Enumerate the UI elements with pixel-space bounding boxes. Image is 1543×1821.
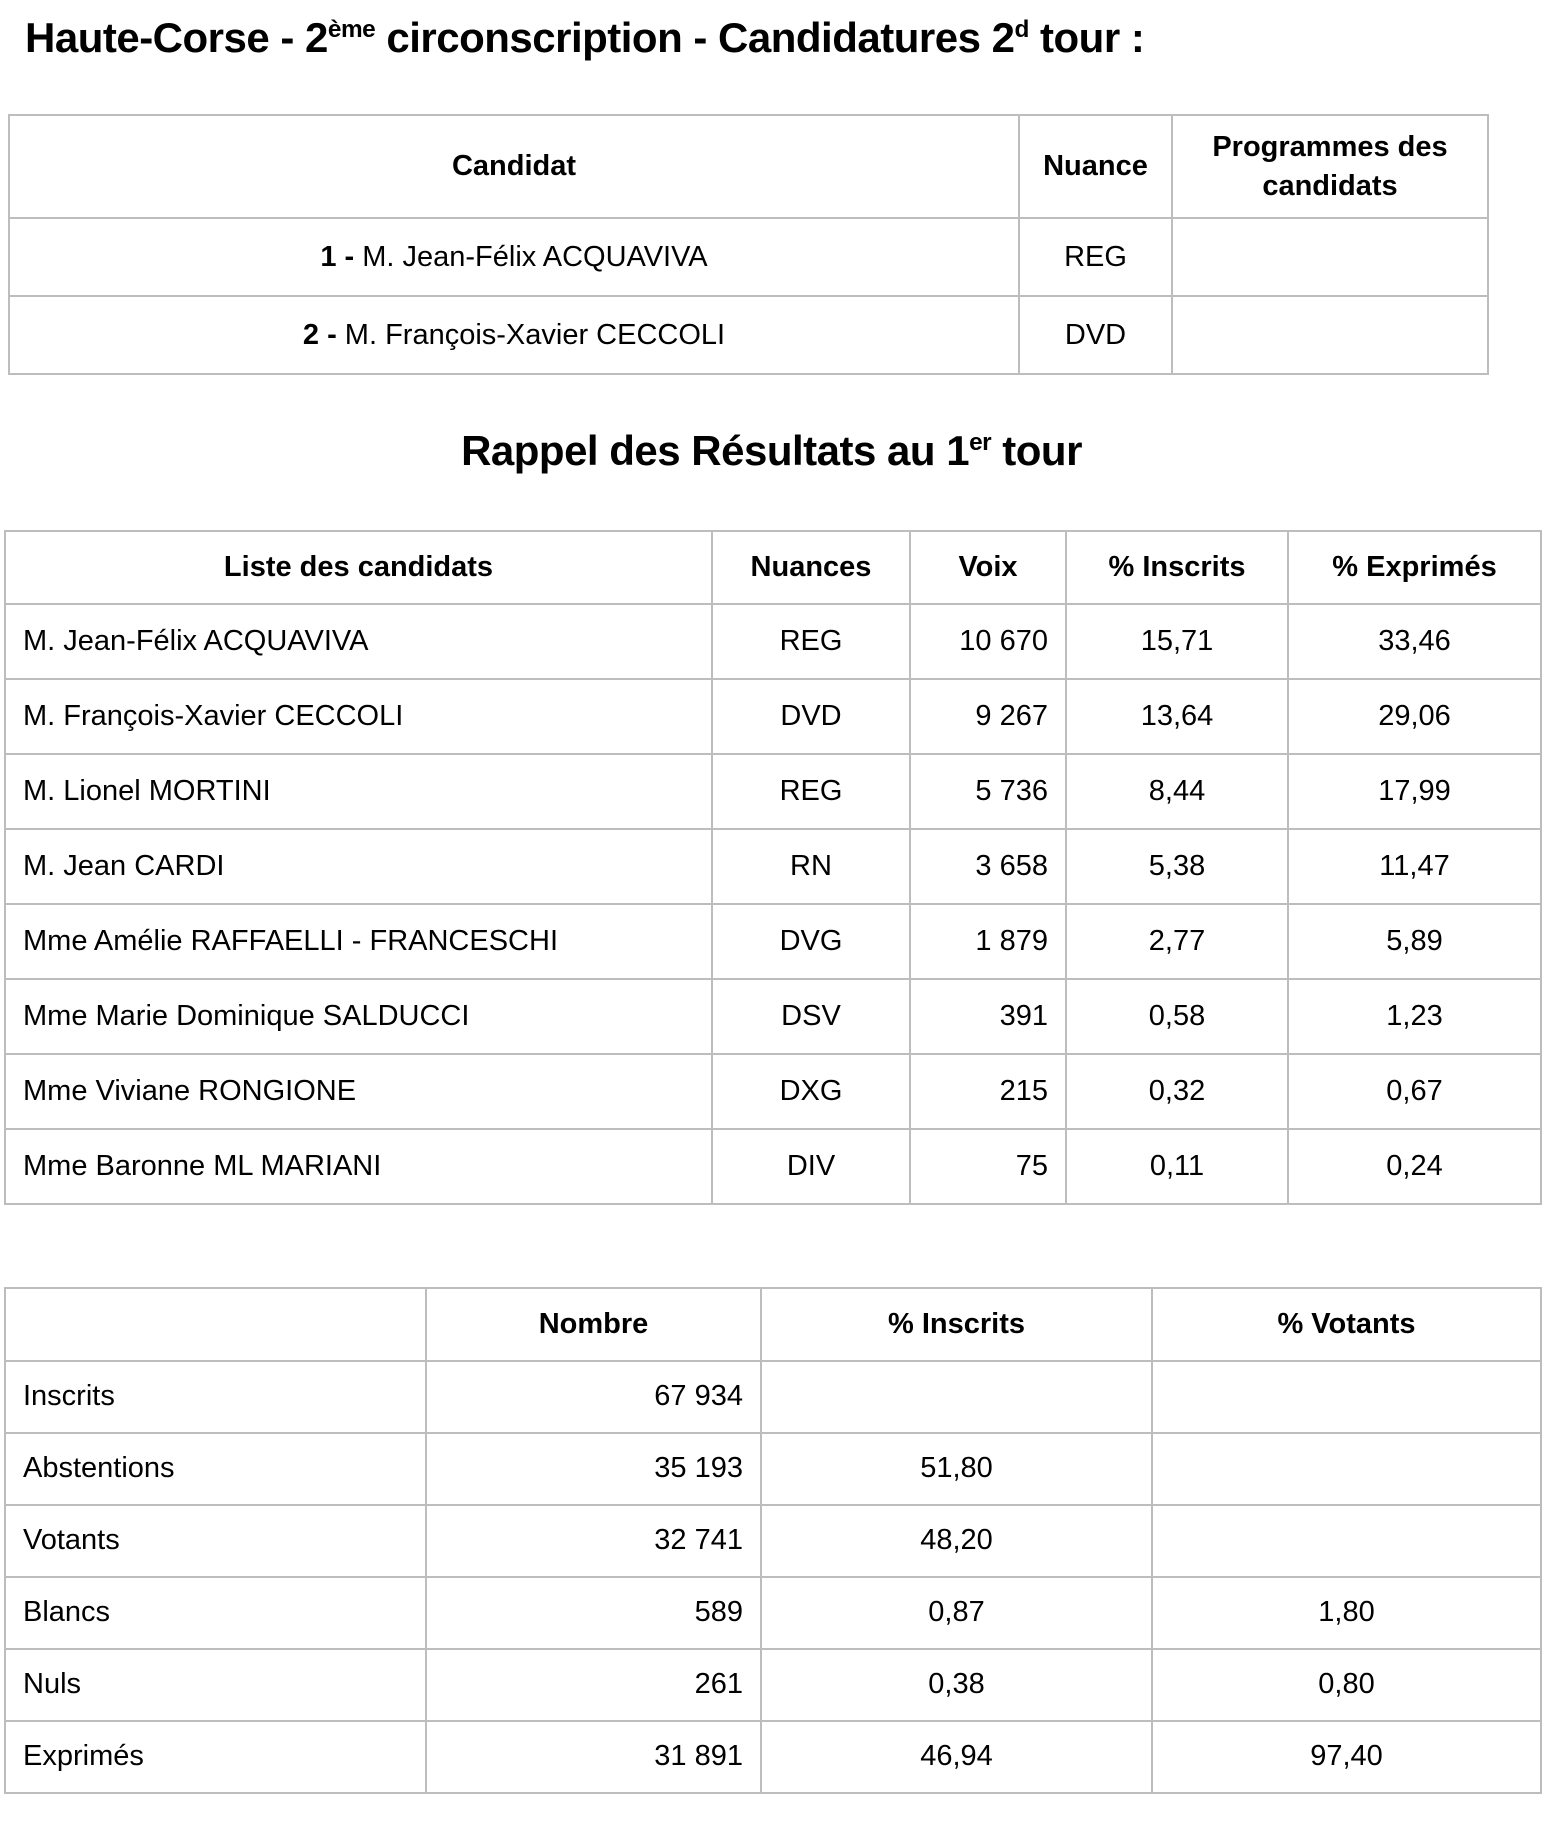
nombre-cell: 261	[426, 1649, 761, 1721]
first-round-results-table	[4, 530, 1542, 1205]
votes-cell: 75	[910, 1129, 1066, 1204]
participation-row	[5, 1721, 1541, 1793]
pct-exprimes-cell: 29,06	[1288, 679, 1541, 754]
pct-inscrits-cell: 0,87	[761, 1577, 1152, 1649]
results-recap-heading-text: Rappel des Résultats au 1	[461, 427, 970, 475]
nuance-cell: DVD	[1019, 296, 1172, 374]
pct-inscrits-cell: 0,32	[1066, 1054, 1288, 1129]
pct-inscrits-cell: 8,44	[1066, 754, 1288, 829]
nuance-cell: DVD	[712, 679, 910, 754]
column-header-nombre: Nombre	[426, 1288, 761, 1361]
row-label-cell: Exprimés	[5, 1721, 426, 1793]
nombre-cell: 32 741	[426, 1505, 761, 1577]
pct-votants-cell: 0,80	[1152, 1649, 1541, 1721]
votes-cell: 5 736	[910, 754, 1066, 829]
column-header-pct-inscrits: % Inscrits	[1066, 531, 1288, 604]
page-title-text: Haute-Corse - 2	[25, 14, 328, 61]
pct-exprimes-cell: 5,89	[1288, 904, 1541, 979]
row-label-cell: Votants	[5, 1505, 426, 1577]
candidate-cell: Mme Marie Dominique SALDUCCI	[5, 979, 712, 1054]
nuance-cell: REG	[1019, 218, 1172, 296]
candidate-name: M. Jean-Félix ACQUAVIVA	[362, 240, 708, 273]
candidate-cell: Mme Amélie RAFFAELLI - FRANCESCHI	[5, 904, 712, 979]
pct-inscrits-cell: 5,38	[1066, 829, 1288, 904]
pct-inscrits-cell: 2,77	[1066, 904, 1288, 979]
nombre-cell: 31 891	[426, 1721, 761, 1793]
participation-row	[5, 1361, 1541, 1433]
pct-exprimes-cell: 1,23	[1288, 979, 1541, 1054]
column-header-liste-des-candidats: Liste des candidats	[5, 531, 712, 604]
page-title	[0, 0, 1543, 62]
candidate-name-cell	[9, 218, 1019, 296]
participation-table	[4, 1287, 1542, 1794]
pct-inscrits-cell: 15,71	[1066, 604, 1288, 679]
result-row	[5, 829, 1541, 904]
pct-votants-cell	[1152, 1433, 1541, 1505]
participation-row	[5, 1649, 1541, 1721]
pct-inscrits-cell: 51,80	[761, 1433, 1152, 1505]
nombre-cell: 589	[426, 1577, 761, 1649]
column-header-nuances: Nuances	[712, 531, 910, 604]
pct-inscrits-cell: 48,20	[761, 1505, 1152, 1577]
pct-inscrits-cell: 13,64	[1066, 679, 1288, 754]
column-header-empty	[5, 1288, 426, 1361]
nombre-cell: 35 193	[426, 1433, 761, 1505]
column-header-programmes: Programmes des candidats	[1172, 115, 1488, 218]
candidate-cell: M. Jean CARDI	[5, 829, 712, 904]
nuance-cell: DVG	[712, 904, 910, 979]
candidate-number: 1 -	[320, 240, 363, 273]
candidate-cell: Mme Baronne ML MARIANI	[5, 1129, 712, 1204]
page-title-text: circonscription - Candidatures 2	[375, 14, 1015, 61]
pct-exprimes-cell: 0,67	[1288, 1054, 1541, 1129]
nuance-cell: DIV	[712, 1129, 910, 1204]
candidate-name: M. François-Xavier CECCOLI	[344, 318, 726, 351]
pct-exprimes-cell: 11,47	[1288, 829, 1541, 904]
row-label-cell: Nuls	[5, 1649, 426, 1721]
results-recap-heading	[0, 427, 1543, 475]
pct-inscrits-cell	[761, 1361, 1152, 1433]
result-row	[5, 1129, 1541, 1204]
candidates-table	[8, 114, 1489, 375]
result-row	[5, 904, 1541, 979]
participation-table-header-row	[5, 1288, 1541, 1361]
nuance-cell: REG	[712, 754, 910, 829]
votes-cell: 215	[910, 1054, 1066, 1129]
votes-cell: 10 670	[910, 604, 1066, 679]
candidate-row	[9, 296, 1488, 374]
votes-cell: 391	[910, 979, 1066, 1054]
candidate-cell: M. Jean-Félix ACQUAVIVA	[5, 604, 712, 679]
column-header-pct-votants: % Votants	[1152, 1288, 1541, 1361]
results-recap-heading-text: tour	[991, 427, 1082, 475]
pct-exprimes-cell: 33,46	[1288, 604, 1541, 679]
row-label-cell: Inscrits	[5, 1361, 426, 1433]
votes-cell: 9 267	[910, 679, 1066, 754]
column-header-pct-inscrits: % Inscrits	[761, 1288, 1152, 1361]
pct-inscrits-cell: 0,11	[1066, 1129, 1288, 1204]
candidate-row	[9, 218, 1488, 296]
column-header-candidat: Candidat	[9, 115, 1019, 218]
row-label-cell: Blancs	[5, 1577, 426, 1649]
pct-inscrits-cell: 0,38	[761, 1649, 1152, 1721]
page-title-text: tour :	[1028, 14, 1145, 61]
votes-cell: 1 879	[910, 904, 1066, 979]
participation-row	[5, 1433, 1541, 1505]
column-header-voix: Voix	[910, 531, 1066, 604]
results-recap-heading-superscript-er: er	[969, 429, 992, 457]
nuance-cell: DSV	[712, 979, 910, 1054]
pct-votants-cell	[1152, 1361, 1541, 1433]
pct-votants-cell: 1,80	[1152, 1577, 1541, 1649]
pct-exprimes-cell: 17,99	[1288, 754, 1541, 829]
nuance-cell: REG	[712, 604, 910, 679]
programme-cell	[1172, 218, 1488, 296]
candidate-cell: M. Lionel MORTINI	[5, 754, 712, 829]
candidate-cell: M. François-Xavier CECCOLI	[5, 679, 712, 754]
candidate-cell: Mme Viviane RONGIONE	[5, 1054, 712, 1129]
pct-inscrits-cell: 46,94	[761, 1721, 1152, 1793]
row-label-cell: Abstentions	[5, 1433, 426, 1505]
participation-row	[5, 1505, 1541, 1577]
programme-cell	[1172, 296, 1488, 374]
pct-exprimes-cell: 0,24	[1288, 1129, 1541, 1204]
page-title-superscript-d: d	[1014, 16, 1029, 43]
nuance-cell: RN	[712, 829, 910, 904]
nuance-cell: DXG	[712, 1054, 910, 1129]
result-row	[5, 679, 1541, 754]
candidate-number: 2 -	[302, 318, 345, 351]
votes-cell: 3 658	[910, 829, 1066, 904]
column-header-pct-exprimes: % Exprimés	[1288, 531, 1541, 604]
pct-votants-cell	[1152, 1505, 1541, 1577]
pct-votants-cell: 97,40	[1152, 1721, 1541, 1793]
participation-row	[5, 1577, 1541, 1649]
results-table-header-row	[5, 531, 1541, 604]
result-row	[5, 604, 1541, 679]
pct-inscrits-cell: 0,58	[1066, 979, 1288, 1054]
candidate-name-cell	[9, 296, 1019, 374]
candidates-table-header-row	[9, 115, 1488, 218]
result-row	[5, 1054, 1541, 1129]
column-header-nuance: Nuance	[1019, 115, 1172, 218]
nombre-cell: 67 934	[426, 1361, 761, 1433]
result-row	[5, 754, 1541, 829]
page-title-superscript-eme: ème	[327, 16, 376, 43]
result-row	[5, 979, 1541, 1054]
